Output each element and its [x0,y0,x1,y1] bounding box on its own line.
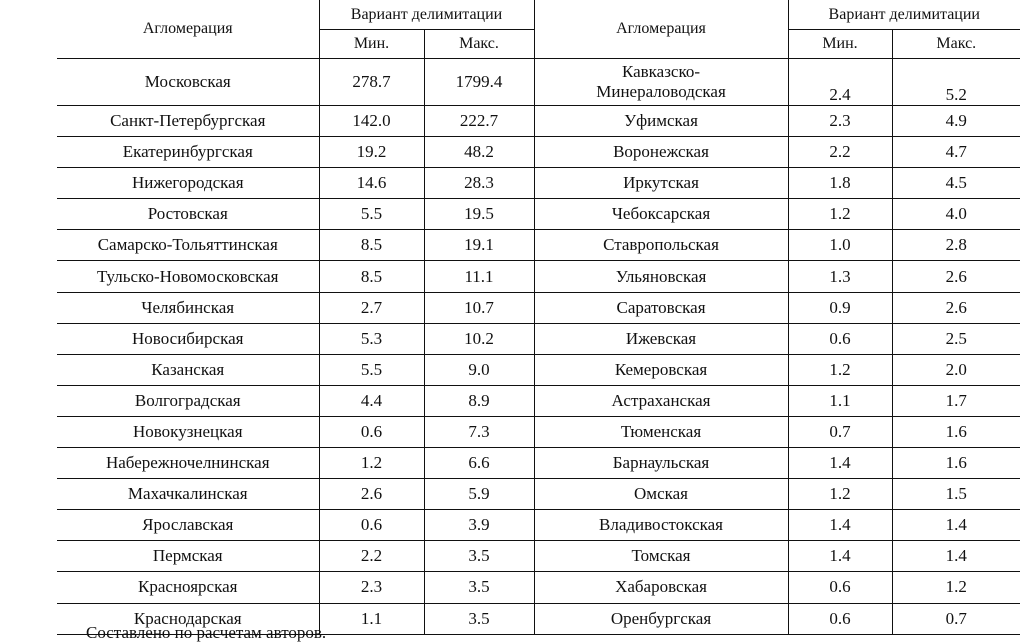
left-min: 19.2 [319,137,424,168]
left-name: Санкт-Петербургская [57,106,319,137]
table-row [57,385,1020,416]
right-name: Владивостокская [534,510,788,541]
header-variant-left: Вариант делимитации [319,0,534,30]
right-name: Чебоксарская [534,199,788,230]
right-name: Томская [534,541,788,572]
left-max: 3.5 [424,541,534,572]
left-max: 28.3 [424,168,534,199]
left-min: 4.4 [319,385,424,416]
left-max: 3.9 [424,510,534,541]
left-name: Набережночелнинская [57,448,319,479]
left-name: Нижегородская [57,168,319,199]
left-min: 0.6 [319,416,424,447]
right-max: 2.0 [892,354,1020,385]
left-max: 1799.4 [424,59,534,106]
left-min: 2.3 [319,572,424,603]
header-max-right: Макс. [892,30,1020,59]
right-name-line2: Минераловодская [596,82,726,101]
left-min: 2.2 [319,541,424,572]
right-name: Саратовская [534,292,788,323]
left-name: Самарско-Тольяттинская [57,230,319,261]
right-min: 0.6 [788,323,892,354]
right-name: Ульяновская [534,261,788,292]
left-name: Ростовская [57,199,319,230]
header-agglomeration-left: Агломерация [57,0,319,59]
table-row [57,261,1020,292]
table-row [57,199,1020,230]
left-max: 19.1 [424,230,534,261]
table-row [57,230,1020,261]
table-body [57,59,1020,635]
header-min-left: Мин. [319,30,424,59]
table-row [57,572,1020,603]
right-max: 4.5 [892,168,1020,199]
right-name: Ставропольская [534,230,788,261]
right-max: 0.7 [892,603,1020,634]
table-row [57,448,1020,479]
right-name: Хабаровская [534,572,788,603]
left-min: 14.6 [319,168,424,199]
table-header [57,0,1020,59]
table-row [57,168,1020,199]
left-min: 5.5 [319,199,424,230]
left-name: Ярославская [57,510,319,541]
right-name: Барнаульская [534,448,788,479]
header-agglomeration-right: Агломерация [534,0,788,59]
right-max: 1.4 [892,541,1020,572]
right-min: 0.6 [788,603,892,634]
left-name: Пермская [57,541,319,572]
right-name-line1: Кавказско- [621,62,701,81]
right-min: 1.4 [788,541,892,572]
left-min: 2.7 [319,292,424,323]
right-max: 1.5 [892,479,1020,510]
right-max: 1.6 [892,416,1020,447]
left-max: 3.5 [424,603,534,634]
left-min: 1.1 [319,603,424,634]
left-max: 10.2 [424,323,534,354]
table-row [57,323,1020,354]
left-name: Волгоградская [57,385,319,416]
right-min: 1.3 [788,261,892,292]
left-max: 10.7 [424,292,534,323]
right-min: 0.7 [788,416,892,447]
right-max: 1.4 [892,510,1020,541]
left-max: 9.0 [424,354,534,385]
right-name: Оренбургская [534,603,788,634]
left-name: Краснодарская [57,603,319,634]
right-name: Воронежская [534,137,788,168]
left-name: Красноярская [57,572,319,603]
left-name: Махачкалинская [57,479,319,510]
left-min: 2.6 [319,479,424,510]
header-max-left: Макс. [424,30,534,59]
table-row [57,541,1020,572]
right-min: 1.2 [788,354,892,385]
left-min: 8.5 [319,230,424,261]
left-name: Новокузнецкая [57,416,319,447]
right-max: 2.6 [892,292,1020,323]
right-max: 2.8 [892,230,1020,261]
left-max: 19.5 [424,199,534,230]
right-name: Ижевская [534,323,788,354]
right-min: 2.2 [788,137,892,168]
left-max: 48.2 [424,137,534,168]
agglomeration-table [57,0,1020,635]
table-row [57,416,1020,447]
right-name: Омская [534,479,788,510]
right-min: 0.9 [788,292,892,323]
left-max: 222.7 [424,106,534,137]
right-min: 1.8 [788,168,892,199]
right-min: 1.4 [788,510,892,541]
right-max: 4.7 [892,137,1020,168]
table-row [57,59,1020,106]
left-name: Московская [57,59,319,106]
left-min: 5.5 [319,354,424,385]
table-row [57,106,1020,137]
left-max: 11.1 [424,261,534,292]
left-min: 8.5 [319,261,424,292]
header-min-right: Мин. [788,30,892,59]
left-min: 0.6 [319,510,424,541]
right-min: 1.2 [788,199,892,230]
left-min: 142.0 [319,106,424,137]
right-max: 1.7 [892,385,1020,416]
left-name: Екатеринбургская [57,137,319,168]
right-max: 5.2 [892,59,1020,106]
table-row [57,354,1020,385]
right-name: Иркутская [534,168,788,199]
right-min: 1.2 [788,479,892,510]
right-min: 1.1 [788,385,892,416]
left-min: 278.7 [319,59,424,106]
right-max: 1.2 [892,572,1020,603]
right-min: 0.6 [788,572,892,603]
left-max: 3.5 [424,572,534,603]
right-max: 1.6 [892,448,1020,479]
right-min: 1.4 [788,448,892,479]
right-max: 4.9 [892,106,1020,137]
right-name: Кемеровская [534,354,788,385]
left-min: 5.3 [319,323,424,354]
right-max: 2.5 [892,323,1020,354]
table-row [57,137,1020,168]
right-min: 2.3 [788,106,892,137]
right-min: 1.0 [788,230,892,261]
right-name: Астраханская [534,385,788,416]
right-name: Тюменская [534,416,788,447]
right-name [534,59,788,106]
left-name: Челябинская [57,292,319,323]
left-name: Казанская [57,354,319,385]
header-variant-right: Вариант делимитации [788,0,1020,30]
left-max: 6.6 [424,448,534,479]
table-row [57,479,1020,510]
left-name: Новосибирская [57,323,319,354]
table-row [57,510,1020,541]
right-name: Уфимская [534,106,788,137]
table-note: Составлено по расчетам авторов. [86,623,327,642]
table-row [57,292,1020,323]
right-max: 4.0 [892,199,1020,230]
left-max: 5.9 [424,479,534,510]
left-min: 1.2 [319,448,424,479]
right-max: 2.6 [892,261,1020,292]
left-max: 7.3 [424,416,534,447]
left-max: 8.9 [424,385,534,416]
right-min: 2.4 [788,59,892,106]
left-name: Тульско-Новомосковская [57,261,319,292]
